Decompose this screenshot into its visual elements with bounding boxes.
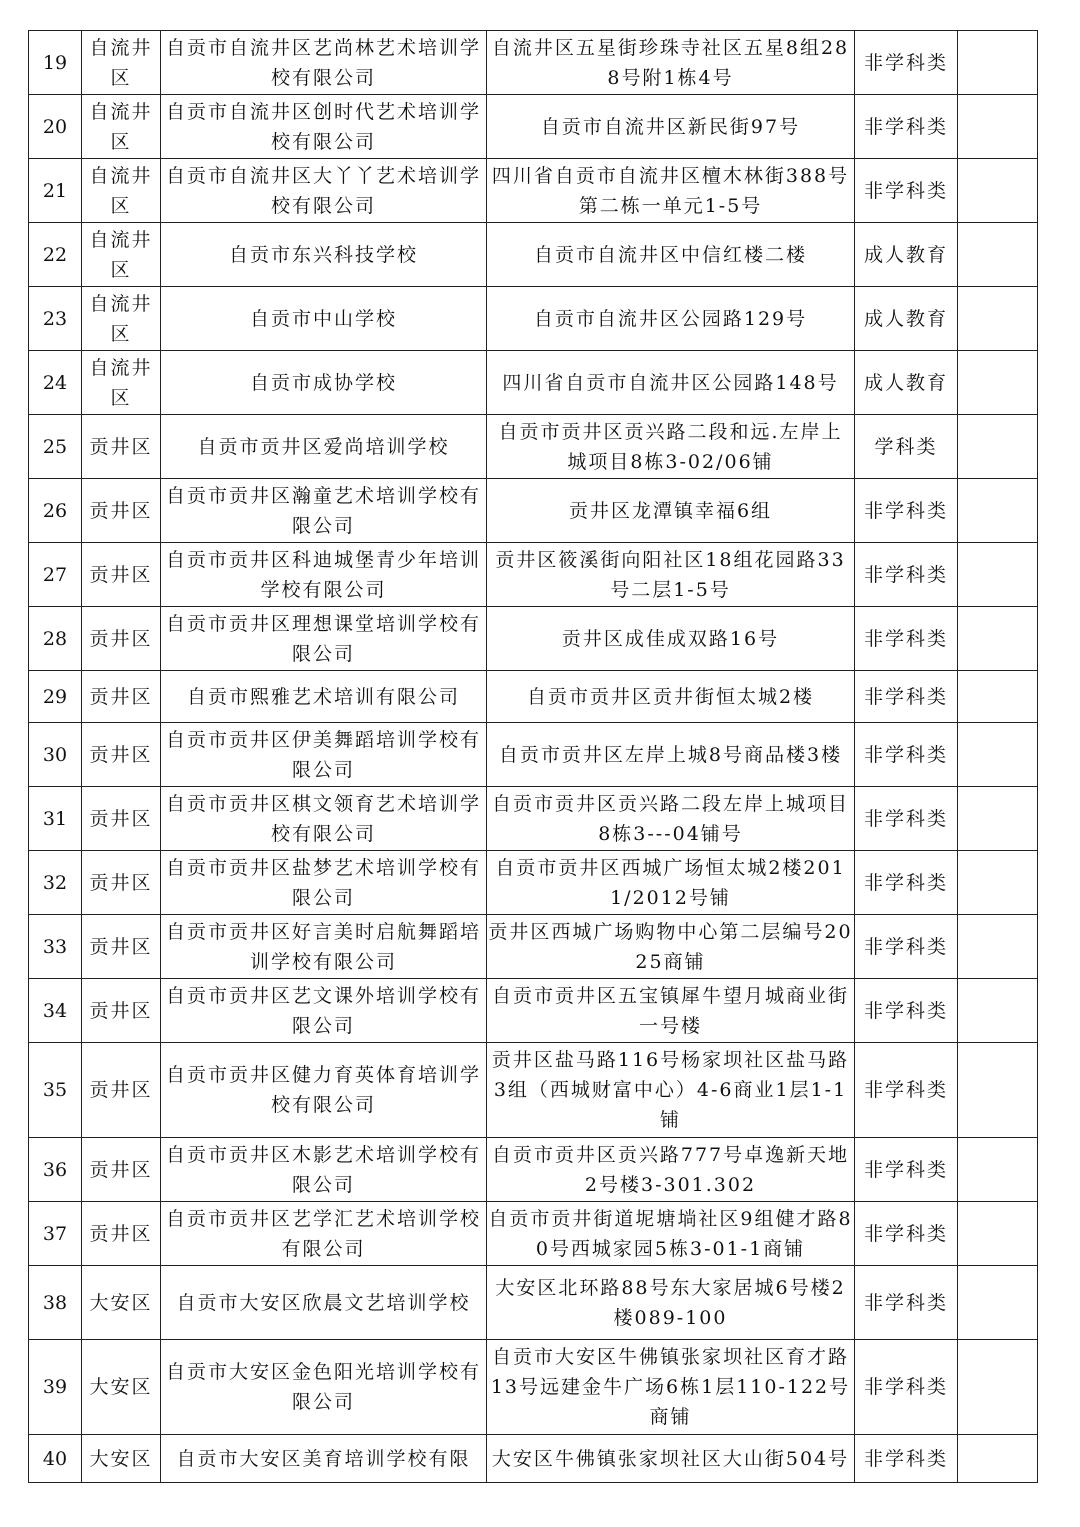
address-cell: 自贡市贡井区贡井街恒太城2楼: [487, 671, 855, 723]
school-name-cell: 自贡市贡井区棋文领育艺术培训学校有限公司: [161, 787, 487, 851]
remark-cell: [958, 159, 1038, 223]
table-row: [29, 415, 1038, 479]
table-row: [29, 851, 1038, 915]
district-cell: 贡井区: [82, 851, 161, 915]
school-name-cell: 自贡市自流井区创时代艺术培训学校有限公司: [161, 95, 487, 159]
remark-cell: [958, 1340, 1038, 1435]
category-cell: 非学科类: [855, 979, 958, 1043]
row-number: 20: [29, 95, 82, 159]
table-row: [29, 1435, 1038, 1483]
district-cell: 大安区: [82, 1266, 161, 1340]
category-cell: 非学科类: [855, 723, 958, 787]
table-row: [29, 787, 1038, 851]
category-cell: 非学科类: [855, 787, 958, 851]
row-number: 19: [29, 31, 82, 95]
category-cell: 非学科类: [855, 1202, 958, 1266]
category-cell: 非学科类: [855, 1043, 958, 1138]
row-number: 35: [29, 1043, 82, 1138]
district-cell: 贡井区: [82, 1138, 161, 1202]
row-number: 32: [29, 851, 82, 915]
school-name-cell: 自贡市贡井区盐梦艺术培训学校有限公司: [161, 851, 487, 915]
table-row: [29, 543, 1038, 607]
table-row: [29, 351, 1038, 415]
district-cell: 自流井区: [82, 287, 161, 351]
remark-cell: [958, 1435, 1038, 1483]
school-name-cell: 自贡市大安区金色阳光培训学校有限公司: [161, 1340, 487, 1435]
address-cell: 贡井区盐马路116号杨家坝社区盐马路3组（西城财富中心）4-6商业1层1-1铺: [487, 1043, 855, 1138]
row-number: 38: [29, 1266, 82, 1340]
category-cell: 非学科类: [855, 31, 958, 95]
remark-cell: [958, 31, 1038, 95]
school-name-cell: 自贡市贡井区瀚童艺术培训学校有限公司: [161, 479, 487, 543]
row-number: 22: [29, 223, 82, 287]
row-number: 28: [29, 607, 82, 671]
table-row: [29, 1138, 1038, 1202]
address-cell: 大安区牛佛镇张家坝社区大山街504号: [487, 1435, 855, 1483]
remark-cell: [958, 723, 1038, 787]
district-cell: 大安区: [82, 1435, 161, 1483]
address-cell: 大安区北环路88号东大家居城6号楼2楼089-100: [487, 1266, 855, 1340]
school-name-cell: 自贡市贡井区好言美时启航舞蹈培训学校有限公司: [161, 915, 487, 979]
address-cell: 自贡市贡井区贡兴路二段和远.左岸上城项目8栋3-02/06铺: [487, 415, 855, 479]
table-row: [29, 1340, 1038, 1435]
address-cell: 自贡市贡井区左岸上城8号商品楼3楼: [487, 723, 855, 787]
row-number: 36: [29, 1138, 82, 1202]
table-row: [29, 607, 1038, 671]
table-row: [29, 1266, 1038, 1340]
row-number: 33: [29, 915, 82, 979]
table-row: [29, 223, 1038, 287]
table-row: [29, 1202, 1038, 1266]
category-cell: 非学科类: [855, 1138, 958, 1202]
district-cell: 贡井区: [82, 723, 161, 787]
address-cell: 自贡市贡井区贡兴路二段左岸上城项目8栋3---04铺号: [487, 787, 855, 851]
school-name-cell: 自贡市贡井区爱尚培训学校: [161, 415, 487, 479]
school-name-cell: 自贡市自流井区艺尚林艺术培训学校有限公司: [161, 31, 487, 95]
school-name-cell: 自贡市贡井区伊美舞蹈培训学校有限公司: [161, 723, 487, 787]
remark-cell: [958, 787, 1038, 851]
address-cell: 自贡市贡井区五宝镇犀牛望月城商业街一号楼: [487, 979, 855, 1043]
row-number: 25: [29, 415, 82, 479]
district-cell: 自流井区: [82, 351, 161, 415]
remark-cell: [958, 543, 1038, 607]
school-name-cell: 自贡市成协学校: [161, 351, 487, 415]
school-name-cell: 自贡市熙雅艺术培训有限公司: [161, 671, 487, 723]
remark-cell: [958, 1202, 1038, 1266]
school-name-cell: 自贡市贡井区木影艺术培训学校有限公司: [161, 1138, 487, 1202]
district-cell: 自流井区: [82, 95, 161, 159]
row-number: 30: [29, 723, 82, 787]
row-number: 29: [29, 671, 82, 723]
school-name-cell: 自贡市贡井区理想课堂培训学校有限公司: [161, 607, 487, 671]
school-name-cell: 自贡市大安区欣晨文艺培训学校: [161, 1266, 487, 1340]
district-cell: 自流井区: [82, 223, 161, 287]
category-cell: 非学科类: [855, 159, 958, 223]
category-cell: 非学科类: [855, 671, 958, 723]
district-cell: 大安区: [82, 1340, 161, 1435]
table-row: [29, 671, 1038, 723]
district-cell: 贡井区: [82, 607, 161, 671]
category-cell: 非学科类: [855, 95, 958, 159]
row-number: 34: [29, 979, 82, 1043]
table-row: [29, 979, 1038, 1043]
remark-cell: [958, 979, 1038, 1043]
remark-cell: [958, 351, 1038, 415]
category-cell: 非学科类: [855, 1340, 958, 1435]
table-row: [29, 479, 1038, 543]
district-cell: 贡井区: [82, 787, 161, 851]
remark-cell: [958, 1043, 1038, 1138]
district-cell: 贡井区: [82, 915, 161, 979]
school-name-cell: 自贡市贡井区艺文课外培训学校有限公司: [161, 979, 487, 1043]
district-cell: 贡井区: [82, 1202, 161, 1266]
row-number: 39: [29, 1340, 82, 1435]
school-name-cell: 自贡市自流井区大丫丫艺术培训学校有限公司: [161, 159, 487, 223]
remark-cell: [958, 95, 1038, 159]
district-cell: 贡井区: [82, 415, 161, 479]
district-cell: 贡井区: [82, 479, 161, 543]
table-row: [29, 287, 1038, 351]
row-number: 27: [29, 543, 82, 607]
remark-cell: [958, 1138, 1038, 1202]
remark-cell: [958, 415, 1038, 479]
row-number: 37: [29, 1202, 82, 1266]
school-list-table: [28, 30, 1038, 1483]
table-row: [29, 31, 1038, 95]
table-row: [29, 1043, 1038, 1138]
address-cell: 自贡市自流井区新民街97号: [487, 95, 855, 159]
category-cell: 成人教育: [855, 287, 958, 351]
category-cell: 非学科类: [855, 479, 958, 543]
address-cell: 自贡市贡井区贡兴路777号卓逸新天地2号楼3-301.302: [487, 1138, 855, 1202]
address-cell: 贡井区筱溪街向阳社区18组花园路33号二层1-5号: [487, 543, 855, 607]
address-cell: 四川省自贡市自流井区公园路148号: [487, 351, 855, 415]
row-number: 23: [29, 287, 82, 351]
school-name-cell: 自贡市贡井区科迪城堡青少年培训学校有限公司: [161, 543, 487, 607]
address-cell: 自流井区五星街珍珠寺社区五星8组288号附1栋4号: [487, 31, 855, 95]
address-cell: 自贡市大安区牛佛镇张家坝社区育才路13号远建金牛广场6栋1层110-122号商铺: [487, 1340, 855, 1435]
table-row: [29, 723, 1038, 787]
address-cell: 贡井区成佳成双路16号: [487, 607, 855, 671]
category-cell: 成人教育: [855, 351, 958, 415]
table-row: [29, 915, 1038, 979]
remark-cell: [958, 287, 1038, 351]
category-cell: 非学科类: [855, 1266, 958, 1340]
table-row: [29, 95, 1038, 159]
row-number: 24: [29, 351, 82, 415]
remark-cell: [958, 223, 1038, 287]
school-name-cell: 自贡市贡井区艺学汇艺术培训学校有限公司: [161, 1202, 487, 1266]
school-name-cell: 自贡市大安区美育培训学校有限: [161, 1435, 487, 1483]
category-cell: 非学科类: [855, 915, 958, 979]
category-cell: 非学科类: [855, 851, 958, 915]
school-name-cell: 自贡市中山学校: [161, 287, 487, 351]
district-cell: 贡井区: [82, 671, 161, 723]
category-cell: 学科类: [855, 415, 958, 479]
row-number: 40: [29, 1435, 82, 1483]
remark-cell: [958, 479, 1038, 543]
address-cell: 自贡市自流井区中信红楼二楼: [487, 223, 855, 287]
table-row: [29, 159, 1038, 223]
address-cell: 自贡市自流井区公园路129号: [487, 287, 855, 351]
address-cell: 自贡市贡井区西城广场恒太城2楼2011/2012号铺: [487, 851, 855, 915]
school-name-cell: 自贡市东兴科技学校: [161, 223, 487, 287]
remark-cell: [958, 1266, 1038, 1340]
remark-cell: [958, 671, 1038, 723]
remark-cell: [958, 851, 1038, 915]
address-cell: 自贡市贡井街道坭塘埫社区9组健才路80号西城家园5栋3-01-1商铺: [487, 1202, 855, 1266]
address-cell: 贡井区龙潭镇幸福6组: [487, 479, 855, 543]
district-cell: 贡井区: [82, 1043, 161, 1138]
school-name-cell: 自贡市贡井区健力育英体育培训学校有限公司: [161, 1043, 487, 1138]
row-number: 21: [29, 159, 82, 223]
category-cell: 非学科类: [855, 543, 958, 607]
district-cell: 贡井区: [82, 979, 161, 1043]
remark-cell: [958, 915, 1038, 979]
category-cell: 非学科类: [855, 607, 958, 671]
row-number: 31: [29, 787, 82, 851]
district-cell: 自流井区: [82, 159, 161, 223]
district-cell: 自流井区: [82, 31, 161, 95]
address-cell: 四川省自贡市自流井区檀木林街388号第二栋一单元1-5号: [487, 159, 855, 223]
category-cell: 非学科类: [855, 1435, 958, 1483]
district-cell: 贡井区: [82, 543, 161, 607]
address-cell: 贡井区西城广场购物中心第二层编号2025商铺: [487, 915, 855, 979]
category-cell: 成人教育: [855, 223, 958, 287]
remark-cell: [958, 607, 1038, 671]
row-number: 26: [29, 479, 82, 543]
